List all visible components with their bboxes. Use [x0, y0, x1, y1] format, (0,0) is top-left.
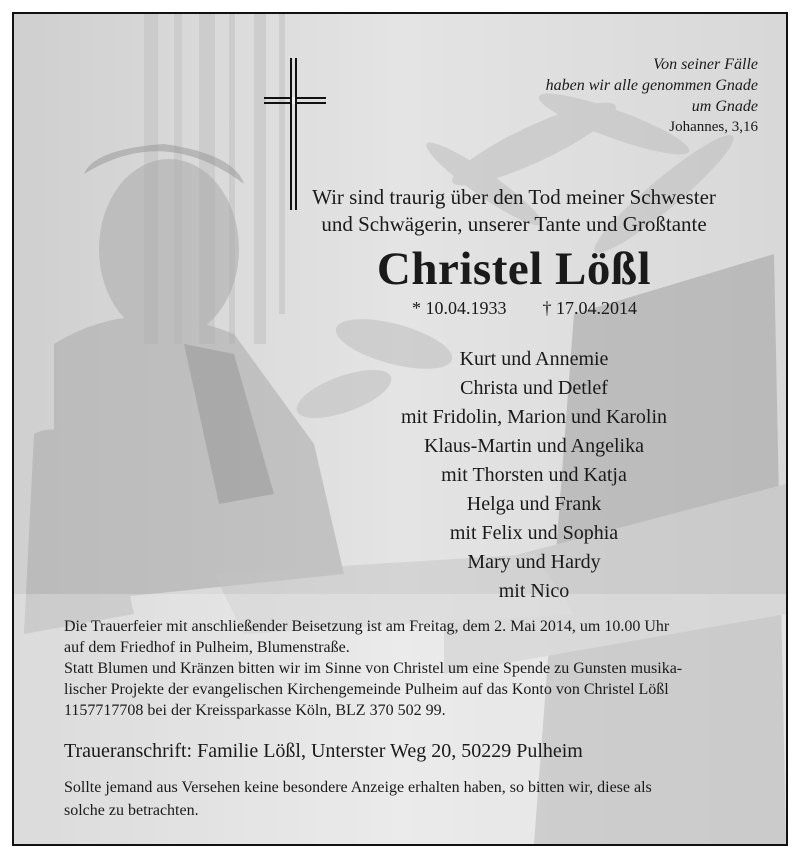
mourner-line: mit Nico: [498, 580, 570, 602]
details-line: 1157717708 bei der Kreissparkasse Köln, BLZ 370 502 99.: [64, 702, 446, 719]
details-line: lischer Projekte der evangelischen Kirchengemeinde Pulheim auf das Konto von Christel Lößl: [64, 681, 669, 698]
quote-source: Johannes, 3,16: [669, 119, 758, 135]
note-line: Sollte jemand aus Versehen keine besondere Anzeige erhalten haben, so bitten wir, diese als: [64, 779, 652, 796]
mourner-line: mit Fridolin, Marion und Karolin: [400, 406, 668, 428]
birth-date: * 10.04.1933: [412, 298, 507, 318]
deceased-name: Christel Lößl: [376, 243, 652, 295]
mourner-line: Kurt und Annemie: [459, 348, 609, 370]
details-line: Statt Blumen und Kränzen bitten wir im Sinne von Christel um eine Spende zu Gunsten musika-: [64, 660, 683, 677]
intro-line: Wir sind traurig über den Tod meiner Schwester: [312, 185, 716, 209]
funeral-details: [64, 616, 759, 721]
death-date: † 17.04.2014: [542, 298, 637, 318]
closing-note: [64, 776, 759, 822]
quote-line: Von seiner Fälle: [653, 56, 758, 73]
mourners-list: [314, 345, 754, 606]
mourner-line: mit Thorsten und Katja: [441, 464, 627, 486]
mourner-line: Helga und Frank: [466, 493, 602, 515]
quote-line: um Gnade: [691, 98, 758, 115]
life-dates: [412, 298, 637, 319]
bible-quote: [546, 54, 758, 138]
intro-line: und Schwägerin, unserer Tante und Großtante: [321, 212, 707, 236]
mourner-line: Mary und Hardy: [467, 551, 601, 573]
details-line: Die Trauerfeier mit anschließender Beisetzung ist am Freitag, dem 2. Mai 2014, um 10.00 Uhr: [64, 618, 670, 635]
mourner-line: Klaus-Martin und Angelika: [424, 435, 644, 457]
intro-text: [264, 184, 764, 238]
mourning-address: Traueranschrift: Familie Lößl, Unterster Weg 20, 50229 Pulheim: [64, 740, 583, 762]
obituary-frame: [12, 12, 788, 846]
note-line: solche zu betrachten.: [64, 802, 199, 819]
mourner-line: Christa und Detlef: [460, 377, 608, 399]
mourner-line: mit Felix und Sophia: [449, 522, 619, 544]
details-line: auf dem Friedhof in Pulheim, Blumenstraße.: [64, 639, 350, 656]
quote-line: haben wir alle genommen Gnade: [545, 77, 758, 94]
